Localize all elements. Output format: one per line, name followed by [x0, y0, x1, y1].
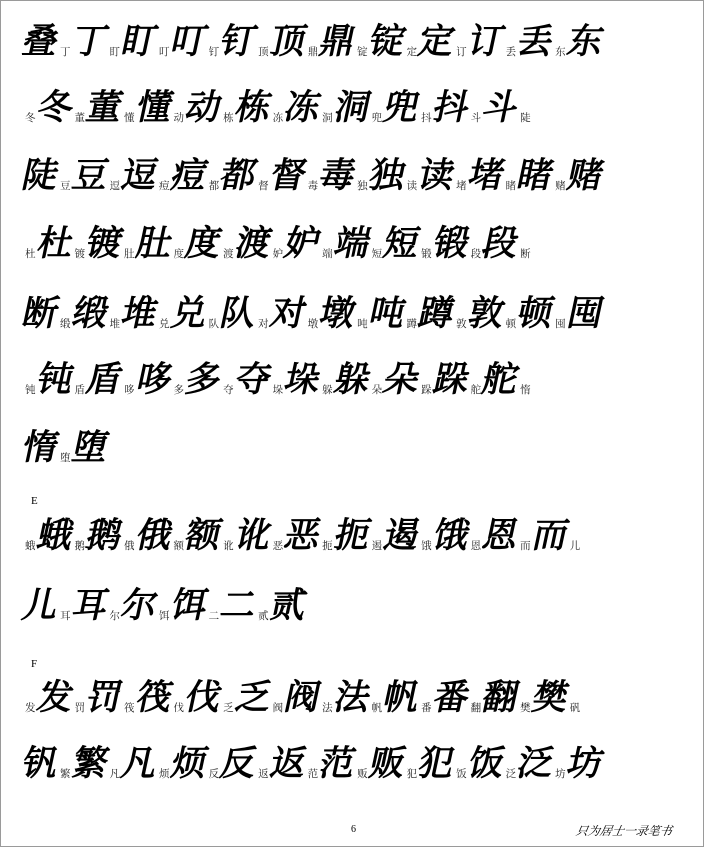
print-label: 反 — [208, 768, 220, 780]
calligraphy-glyph: 丢 — [513, 21, 558, 62]
print-label: 陡 — [520, 112, 531, 124]
print-label: 妒 — [272, 248, 284, 260]
print-label: 堆 — [109, 318, 121, 330]
section-heading-e: E — [31, 495, 38, 507]
print-label: 舵 — [470, 384, 482, 396]
print-label: 缎 — [60, 318, 71, 330]
calligraphy-glyph: 帆 — [379, 677, 424, 718]
calligraphy-glyph: 渡 — [231, 223, 276, 264]
print-label: 钉 — [208, 46, 220, 58]
print-label: 墩 — [307, 318, 319, 330]
calligraphy-glyph: 度 — [181, 223, 226, 264]
print-label: 洞 — [322, 112, 333, 124]
calligraphy-glyph: 断 — [18, 293, 63, 334]
print-label: 镀 — [74, 248, 86, 260]
print-label: 懂 — [124, 112, 135, 124]
calligraphy-glyph: 额 — [181, 515, 226, 556]
print-label: 睹 — [505, 180, 517, 192]
print-label: 锭 — [357, 46, 368, 58]
calligraphy-glyph: 陡 — [18, 155, 63, 196]
calligraphy-glyph: 短 — [379, 223, 424, 264]
print-label: 赌 — [555, 180, 566, 192]
calligraphy-glyph: 番 — [429, 677, 474, 718]
calligraphy-glyph: 顶 — [266, 21, 311, 62]
calligraphy-glyph: 丁 — [68, 21, 112, 62]
print-label: 动 — [173, 112, 185, 124]
calligraphy-glyph: 督 — [266, 155, 311, 196]
calligraphy-glyph: 钝 — [33, 359, 77, 400]
calligraphy-glyph: 舵 — [478, 359, 523, 400]
print-label: 贩 — [357, 768, 368, 780]
print-label: 读 — [406, 180, 418, 192]
calligraphy-glyph: 斗 — [478, 87, 523, 128]
print-label: 逗 — [109, 180, 121, 192]
print-label: 法 — [322, 702, 333, 714]
calligraphy-glyph: 叮 — [167, 21, 212, 62]
calligraphy-glyph: 遏 — [379, 515, 424, 556]
calligraphy-glyph: 坊 — [563, 743, 608, 784]
print-label: 斗 — [470, 112, 482, 124]
print-label: 蹲 — [406, 318, 418, 330]
calligraphy-glyph: 镀 — [82, 223, 127, 264]
print-label: 朵 — [371, 384, 383, 396]
calligraphy-glyph: 凡 — [117, 743, 162, 784]
glyph-row — [18, 585, 693, 626]
print-label: 筏 — [124, 702, 135, 714]
calligraphy-glyph: 锭 — [365, 21, 410, 62]
calligraphy-glyph: 钒 — [18, 743, 63, 784]
calligraphy-glyph: 定 — [414, 21, 459, 62]
calligraphy-glyph: 锻 — [429, 223, 474, 264]
calligraphy-glyph: 盯 — [117, 21, 162, 62]
print-label: 哆 — [124, 384, 135, 396]
print-label: 盯 — [109, 46, 121, 58]
calligraphy-glyph: 筏 — [132, 677, 177, 718]
calligraphy-glyph: 冻 — [280, 87, 325, 128]
print-label: 范 — [307, 768, 319, 780]
print-label: 恩 — [470, 540, 482, 552]
calligraphy-glyph: 段 — [478, 223, 523, 264]
calligraphy-glyph: 罚 — [82, 677, 127, 718]
print-label: 樊 — [520, 702, 531, 714]
print-label: 盾 — [74, 384, 86, 396]
calligraphy-glyph: 睹 — [513, 155, 558, 196]
print-label: 俄 — [124, 540, 135, 552]
calligraphy-glyph: 返 — [266, 743, 311, 784]
calligraphy-glyph: 法 — [330, 677, 375, 718]
calligraphy-glyph: 饿 — [429, 515, 474, 556]
glyph-row — [18, 293, 693, 334]
print-label: 垛 — [272, 384, 284, 396]
print-label: 对 — [258, 318, 269, 330]
print-label: 堵 — [456, 180, 467, 192]
calligraphy-glyph: 杜 — [33, 223, 77, 264]
print-label: 叮 — [159, 46, 170, 58]
calligraphy-glyph: 惰 — [18, 427, 63, 468]
calligraphy-glyph: 痘 — [167, 155, 212, 196]
print-label: 蛾 — [25, 540, 36, 552]
print-label: 度 — [173, 248, 185, 260]
print-label: 凡 — [109, 768, 121, 780]
print-label: 尔 — [109, 610, 121, 622]
print-label: 顶 — [258, 46, 269, 58]
calligraphy-glyph: 俄 — [132, 515, 177, 556]
print-label: 吨 — [357, 318, 368, 330]
print-label: 都 — [208, 180, 220, 192]
calligraphy-glyph: 儿 — [18, 585, 63, 626]
glyph-row — [18, 743, 693, 784]
print-label: 额 — [173, 540, 185, 552]
calligraphy-glyph: 恩 — [478, 515, 523, 556]
print-label: 杜 — [25, 248, 36, 260]
glyph-row — [23, 679, 693, 717]
print-label: 翻 — [470, 702, 482, 714]
calligraphy-glyph: 恶 — [280, 515, 325, 556]
calligraphy-glyph: 贰 — [266, 585, 311, 626]
page-number: 6 — [351, 824, 356, 835]
print-label: 定 — [406, 46, 418, 58]
print-label: 囤 — [555, 318, 566, 330]
print-label: 遏 — [371, 540, 383, 552]
print-label: 肚 — [124, 248, 135, 260]
calligraphy-glyph: 樊 — [528, 677, 573, 718]
calligraphy-glyph: 伐 — [181, 677, 226, 718]
calligraphy-glyph: 动 — [181, 87, 226, 128]
glyph-row — [18, 21, 693, 62]
calligraphy-glyph: 敦 — [464, 293, 509, 334]
glyph-row — [18, 155, 693, 196]
glyph-row — [23, 89, 693, 127]
print-label: 泛 — [505, 768, 517, 780]
print-label: 段 — [470, 248, 482, 260]
print-label: 伐 — [173, 702, 185, 714]
calligraphy-glyph: 哆 — [132, 359, 177, 400]
calligraphy-glyph: 乏 — [231, 677, 276, 718]
print-label: 兑 — [159, 318, 170, 330]
calligraphy-glyph: 董 — [82, 87, 127, 128]
calligraphy-glyph: 栋 — [231, 87, 276, 128]
calligraphy-glyph: 墩 — [315, 293, 360, 334]
calligraphy-glyph: 扼 — [330, 515, 375, 556]
calligraphy-glyph: 豆 — [68, 155, 112, 196]
calligraphy-glyph: 懂 — [132, 87, 177, 128]
calligraphy-glyph: 尔 — [117, 585, 162, 626]
calligraphy-glyph: 而 — [528, 515, 573, 556]
calligraphy-glyph: 泛 — [513, 743, 558, 784]
print-label: 烦 — [159, 768, 170, 780]
print-label: 返 — [258, 768, 269, 780]
calligraphy-glyph: 囤 — [563, 293, 608, 334]
calligraphy-glyph: 订 — [464, 21, 509, 62]
print-label: 贰 — [258, 610, 269, 622]
print-label: 发 — [25, 702, 36, 714]
calligraphy-glyph: 盾 — [82, 359, 127, 400]
calligraphy-glyph: 兜 — [379, 87, 424, 128]
print-label: 犯 — [406, 768, 418, 780]
print-label: 乏 — [223, 702, 234, 714]
print-label: 丢 — [505, 46, 517, 58]
glyph-row — [18, 427, 693, 468]
print-label: 而 — [520, 540, 531, 552]
calligraphy-glyph: 对 — [266, 293, 311, 334]
print-label: 恶 — [272, 540, 284, 552]
print-label: 矾 — [569, 702, 581, 714]
calligraphy-glyph: 读 — [414, 155, 459, 196]
print-label: 番 — [421, 702, 432, 714]
print-label: 冬 — [25, 112, 36, 124]
print-label: 敦 — [456, 318, 467, 330]
print-label: 讹 — [223, 540, 234, 552]
print-label: 锻 — [421, 248, 432, 260]
print-label: 栋 — [223, 112, 234, 124]
calligraphy-glyph: 阀 — [280, 677, 325, 718]
section-heading-f: F — [31, 658, 38, 670]
calligraphy-glyph: 讹 — [231, 515, 276, 556]
calligraphy-glyph: 端 — [330, 223, 375, 264]
calligraphy-glyph: 跺 — [429, 359, 474, 400]
calligraphy-glyph: 垛 — [280, 359, 325, 400]
print-label: 儿 — [569, 540, 581, 552]
calligraphy-glyph: 毒 — [315, 155, 360, 196]
print-label: 饭 — [456, 768, 467, 780]
print-label: 队 — [208, 318, 220, 330]
print-label: 饵 — [159, 610, 170, 622]
print-label: 断 — [520, 248, 531, 260]
print-label: 罚 — [74, 702, 86, 714]
print-label: 渡 — [223, 248, 234, 260]
calligraphy-glyph: 肚 — [132, 223, 177, 264]
print-label: 抖 — [421, 112, 432, 124]
signature-inscription: 只为居士一录笔书 — [574, 824, 674, 838]
calligraphy-glyph: 鼎 — [315, 21, 360, 62]
calligraphy-glyph: 反 — [216, 743, 261, 784]
print-label: 繁 — [60, 768, 71, 780]
print-label: 堕 — [60, 452, 71, 464]
print-label: 躲 — [322, 384, 333, 396]
calligraphy-glyph: 蹲 — [414, 293, 459, 334]
print-label: 豆 — [60, 180, 71, 192]
calligraphy-glyph: 队 — [216, 293, 261, 334]
print-label: 饿 — [421, 540, 432, 552]
print-label: 东 — [555, 46, 566, 58]
calligraphy-glyph: 独 — [365, 155, 410, 196]
calligraphy-glyph: 叠 — [18, 21, 63, 62]
print-label: 惰 — [520, 384, 531, 396]
print-label: 多 — [173, 384, 185, 396]
calligraphy-glyph: 繁 — [68, 743, 112, 784]
print-label: 二 — [208, 610, 220, 622]
glyph-row — [23, 517, 693, 555]
calligraphy-glyph: 蛾 — [33, 515, 77, 556]
print-label: 丁 — [60, 46, 71, 58]
calligraphy-glyph: 耳 — [68, 585, 112, 626]
calligraphy-glyph: 多 — [181, 359, 226, 400]
print-label: 坊 — [555, 768, 566, 780]
calligraphy-glyph: 二 — [216, 585, 261, 626]
calligraphy-glyph: 逗 — [117, 155, 162, 196]
glyph-row — [23, 225, 693, 263]
calligraphy-glyph: 烦 — [167, 743, 212, 784]
calligraphy-glyph: 东 — [563, 21, 608, 62]
print-label: 毒 — [307, 180, 319, 192]
calligraphy-glyph: 洞 — [330, 87, 375, 128]
print-label: 董 — [74, 112, 86, 124]
print-label: 夺 — [223, 384, 234, 396]
print-label: 鼎 — [307, 46, 319, 58]
print-label: 督 — [258, 180, 269, 192]
calligraphy-glyph: 堕 — [68, 427, 112, 468]
calligraphy-glyph: 贩 — [365, 743, 410, 784]
calligraphy-glyph: 兑 — [167, 293, 212, 334]
calligraphy-glyph: 吨 — [365, 293, 410, 334]
print-label: 扼 — [322, 540, 333, 552]
glyph-row — [23, 361, 693, 399]
print-label: 钝 — [25, 384, 36, 396]
calligraphy-glyph: 躲 — [330, 359, 375, 400]
calligraphy-glyph: 赌 — [563, 155, 608, 196]
calligraphy-glyph: 妒 — [280, 223, 325, 264]
print-label: 鹅 — [74, 540, 86, 552]
print-label: 订 — [456, 46, 467, 58]
print-label: 短 — [371, 248, 383, 260]
print-label: 痘 — [159, 180, 170, 192]
print-label: 独 — [357, 180, 368, 192]
print-label: 兜 — [371, 112, 383, 124]
print-label: 端 — [322, 248, 333, 260]
calligraphy-glyph: 顿 — [513, 293, 558, 334]
calligraphy-glyph: 抖 — [429, 87, 474, 128]
calligraphy-glyph: 翻 — [478, 677, 523, 718]
print-label: 阀 — [272, 702, 284, 714]
calligraphy-glyph: 发 — [33, 677, 77, 718]
print-label: 跺 — [421, 384, 432, 396]
calligraphy-glyph: 都 — [216, 155, 261, 196]
calligraphy-glyph: 饭 — [464, 743, 509, 784]
calligraphy-glyph: 缎 — [68, 293, 112, 334]
calligraphy-glyph: 犯 — [414, 743, 459, 784]
calligraphy-glyph: 冬 — [33, 87, 77, 128]
calligraphy-glyph: 钉 — [216, 21, 261, 62]
calligraphy-glyph: 堆 — [117, 293, 162, 334]
calligraphy-glyph: 夺 — [231, 359, 276, 400]
print-label: 冻 — [272, 112, 284, 124]
print-label: 耳 — [60, 610, 71, 622]
calligraphy-glyph: 堵 — [464, 155, 509, 196]
calligraphy-glyph: 范 — [315, 743, 360, 784]
print-label: 帆 — [371, 702, 383, 714]
calligraphy-glyph: 朵 — [379, 359, 424, 400]
calligraphy-glyph: 鹅 — [82, 515, 127, 556]
calligraphy-glyph: 饵 — [167, 585, 212, 626]
print-label: 顿 — [505, 318, 517, 330]
